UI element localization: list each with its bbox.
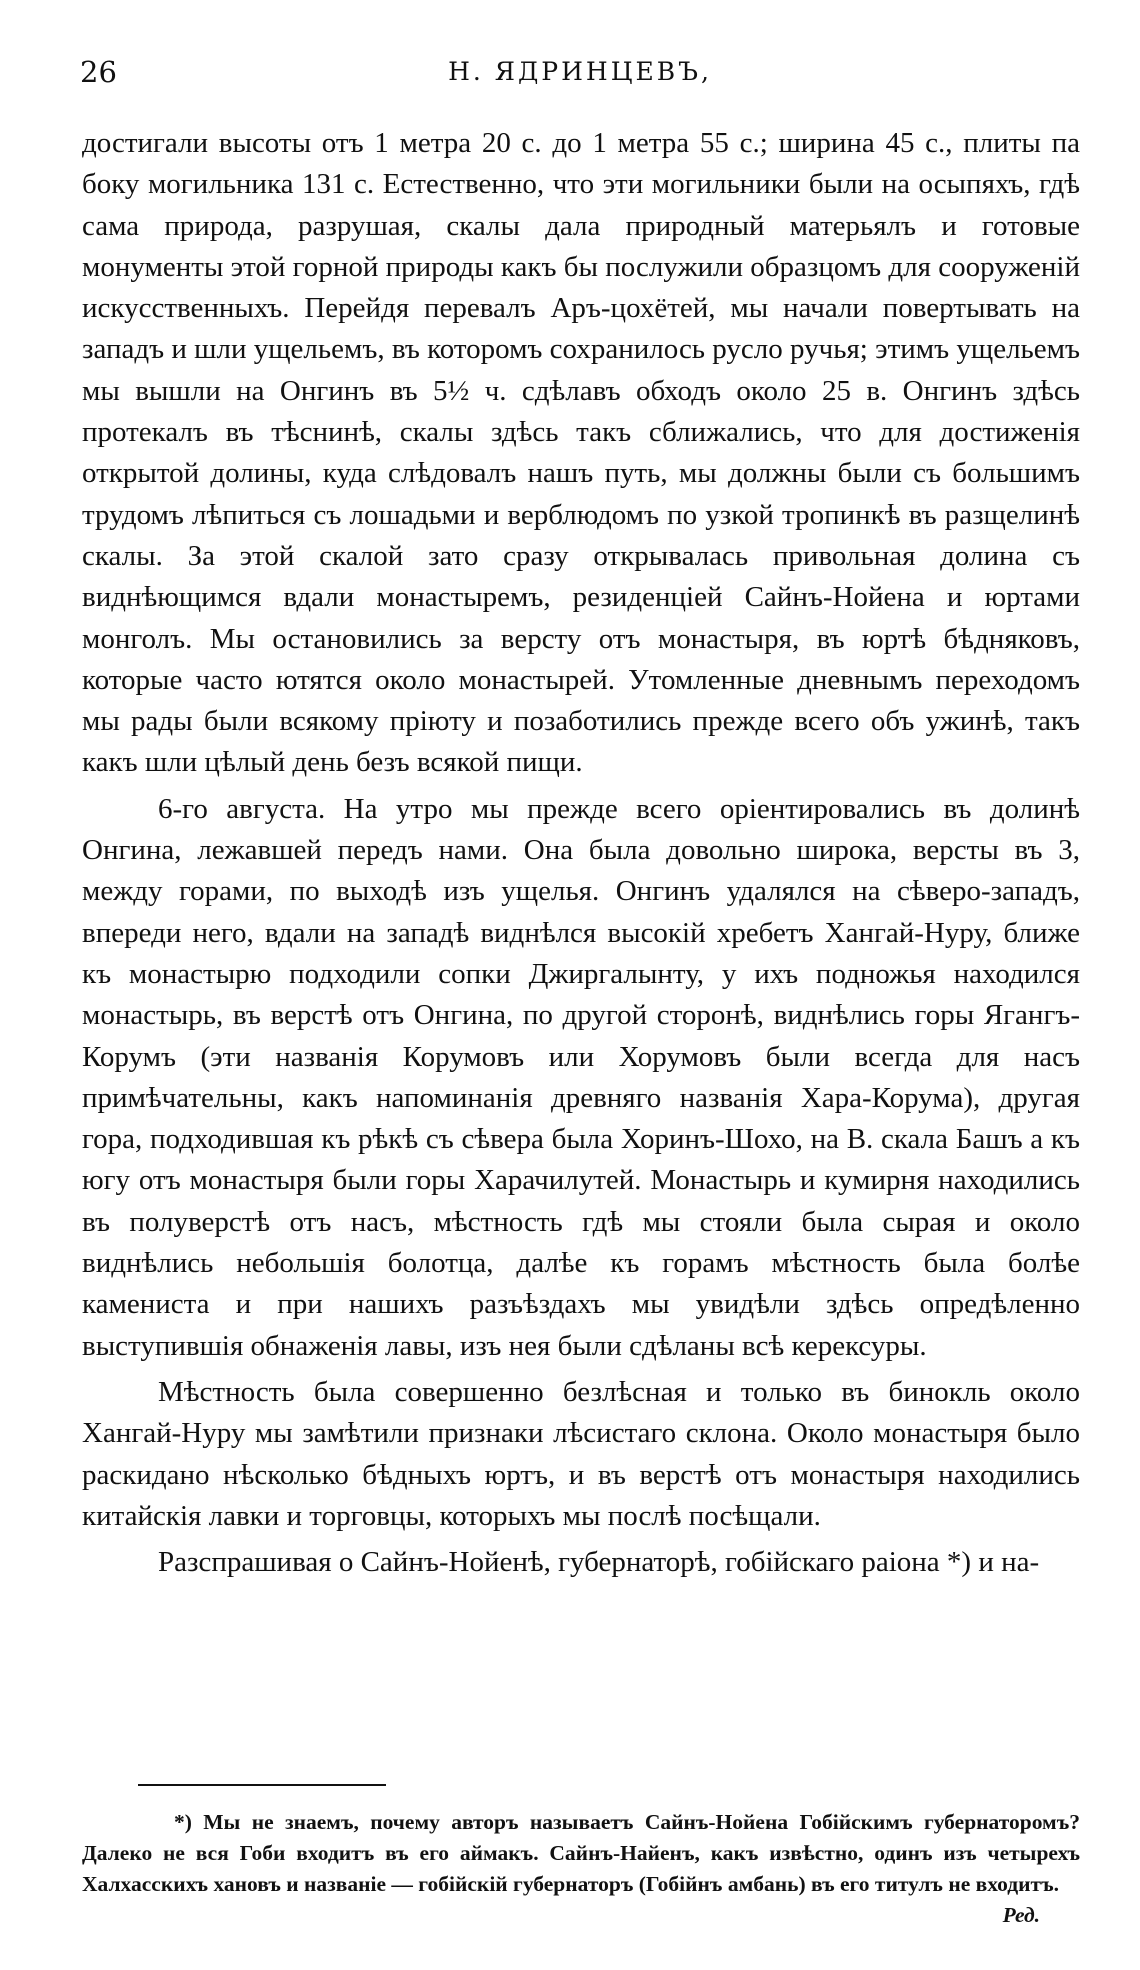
footnote-divider: [138, 1784, 386, 1786]
paragraph-2: 6-го августа. На утро мы прежде всего оріентировались въ долинѣ Онгина, лежавшей передъ нами. Она была довольно широка, версты въ 3, между горами, по выходѣ изъ ущелья. Онгинъ удалялся на сѣверо-западъ, впереди него, вдали на западѣ виднѣлся высокій хребетъ Хангай-Нуру, ближе къ монастырю подходили сопки Джиргалынту, у ихъ подножья находился монастырь, въ верстѣ отъ Онгина, по другой сторонѣ, виднѣлись горы Ягангъ-Корумъ (эти названія Корумовъ или Хорумовъ были всегда для насъ примѣчательны, какъ напоминанія древняго названія Хара-Корума), другая гора, подходившая къ рѣкѣ съ сѣвера была Хоринъ-Шохо, на В. скала Башъ а къ югу отъ монастыря были горы Харачилутей. Монастырь и кумирня находились въ полуверстѣ отъ насъ, мѣстность гдѣ мы стояли была сырая и около виднѣлись небольшія болотца, далѣе къ горамъ мѣстность была болѣе камениста и при нашихъ разъѣздахъ мы увидѣли здѣсь опредѣленно выступившія обнаженія лавы, изъ нея были сдѣланы всѣ керексуры.: [82, 792, 1080, 1362]
footnote-editor-mark: Ред.: [1002, 1903, 1040, 1927]
body-text: [82, 123, 1080, 1588]
footnote: [82, 1807, 1080, 1931]
paragraph-1: достигали высоты отъ 1 метра 20 с. до 1 метра 55 с.; ширина 45 с., плиты па боку могильника 131 с. Естественно, что эти могильники были на осыпяхъ, гдѣ сама природа, разрушая, скалы дала природный матерьялъ и готовые монументы этой горной природы какъ бы послужили образцомъ для сооруженій искусственныхъ. Перейдя перевалъ Аръ-цохётей, мы начали повертывать на западъ и шли ущельемъ, въ которомъ сохранилось русло ручья; этимъ ущельемъ мы вышли на Онгинъ въ 5½ ч. сдѣлавъ обходъ около 25 в. Онгинъ здѣсь протекалъ въ тѣснинѣ, скалы здѣсь такъ сближались, что для достиженія открытой долины, куда слѣдовалъ нашъ путь, мы должны были съ большимъ трудомъ лѣпиться съ лошадьми и верблюдомъ по узкой тропинкѣ въ разщелинѣ скалы. За этой скалой зато сразу открывалась привольная долина съ виднѣющимся вдали монастыремъ, резиденціей Сайнъ-Нойена и юртами монголъ. Мы остановились за версту отъ монастыря, въ юртѣ бѣдняковъ, которые часто ютятся около монастырей. Утомленные дневнымъ переходомъ мы рады были всякому пріюту и позаботились прежде всего объ ужинѣ, такъ какъ шли цѣлый день безъ всякой пищи.: [82, 127, 1080, 779]
footnote-text: *) Мы не знаемъ, почему авторъ называетъ Сайнъ-Нойена Гобійскимъ губернаторомъ? Далеко не вся Гоби входитъ въ его аймакъ. Сайнъ-Найенъ, какъ извѣстно, одинъ изъ четырехъ Халхасскихъ хановъ и названіе — гобійскій губернаторъ (Гобійнъ амбань) въ его титулъ не входитъ.: [82, 1810, 1080, 1896]
paragraph-4: Разспрашивая о Сайнъ-Нойенѣ, губернаторѣ, гобійскаго раіона *) и на-: [158, 1546, 1040, 1579]
paragraph-3: Мѣстность была совершенно безлѣсная и только въ бинокль около Хангай-Нуру мы замѣтили признаки лѣсистаго склона. Около монастыря было раскидано нѣсколько бѣдныхъ юртъ, и въ верстѣ отъ монастыря находились китайскія лавки и торговцы, которыхъ мы послѣ посѣщали.: [82, 1375, 1080, 1532]
page-header: [80, 55, 1080, 95]
page-number: 26: [80, 55, 117, 89]
running-head: Н. ЯДРИНЦЕВЪ,: [448, 57, 712, 86]
